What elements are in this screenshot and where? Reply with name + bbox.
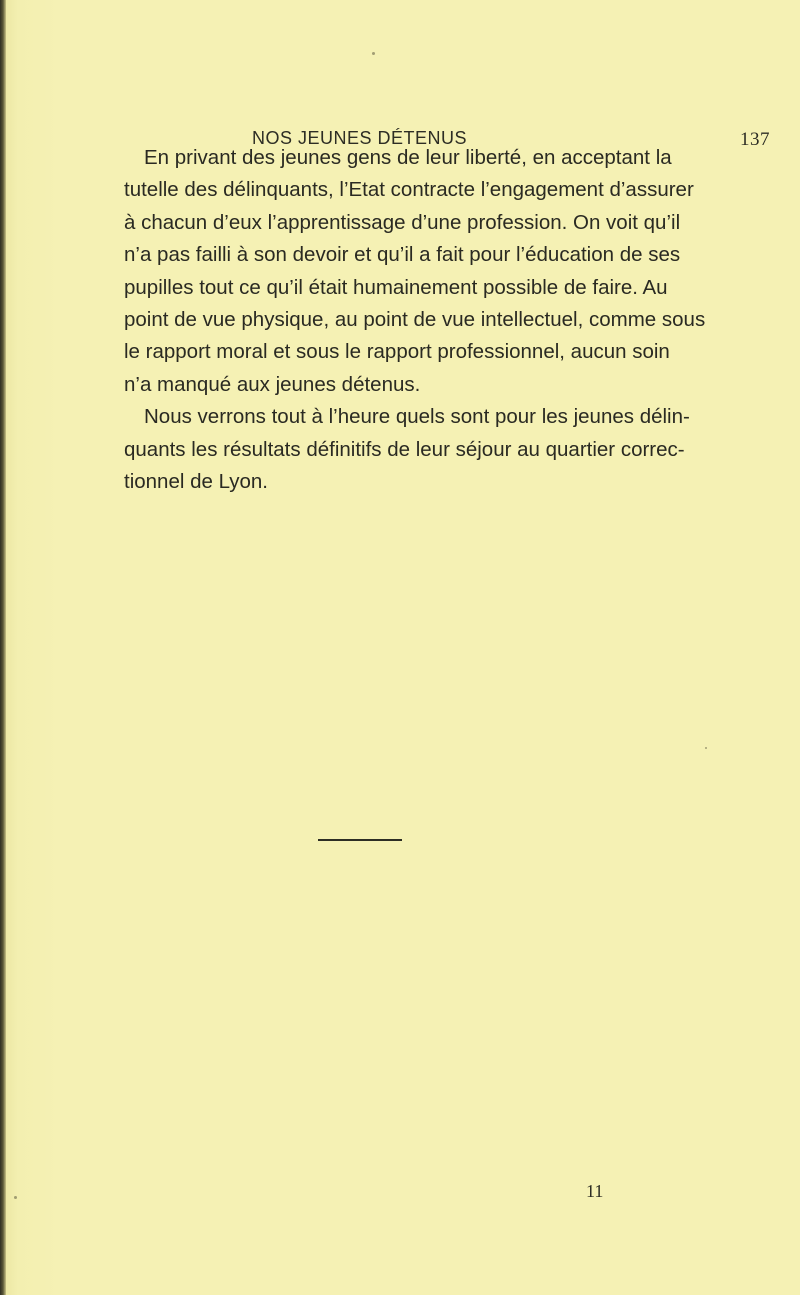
text-line: le rapport moral et sous le rapport professionnel, aucun soin [124,340,670,364]
text-line: point de vue physique, au point de vue intellectuel, comme sous [124,308,706,332]
running-title: NOS JEUNES DÉTENUS [252,128,468,148]
paper-speck [14,1196,17,1199]
text-line: En privant des jeunes gens de leur liberté, en acceptant la [144,146,672,169]
text-line: à chacun d’eux l’apprentissage d’une profession. On voit qu’il [124,210,681,234]
text-line: tutelle des délinquants, l’Etat contracte l’engagement d’assurer [124,178,694,202]
paper-speck [372,52,375,55]
text-line: Nous verrons tout à l’heure quels sont pour les jeunes délin- [144,405,690,429]
signature-mark: 11 [586,1181,604,1201]
text-line: quants les résultats définitifs de leur séjour au quartier correc- [124,437,685,461]
body-text [124,142,706,498]
section-separator [318,839,402,841]
text-line: n’a pas failli à son devoir et qu’il a fait pour l’éducation de ses [124,243,681,267]
text-line: n’a manqué aux jeunes détenus. [124,372,421,396]
page-number: 137 [740,129,770,150]
page-edge [0,0,6,1295]
text-line: tionnel de Lyon. [124,470,268,494]
paper-speck [705,747,707,749]
text-line: pupilles tout ce qu’il était humainement possible de faire. Au [124,275,668,299]
